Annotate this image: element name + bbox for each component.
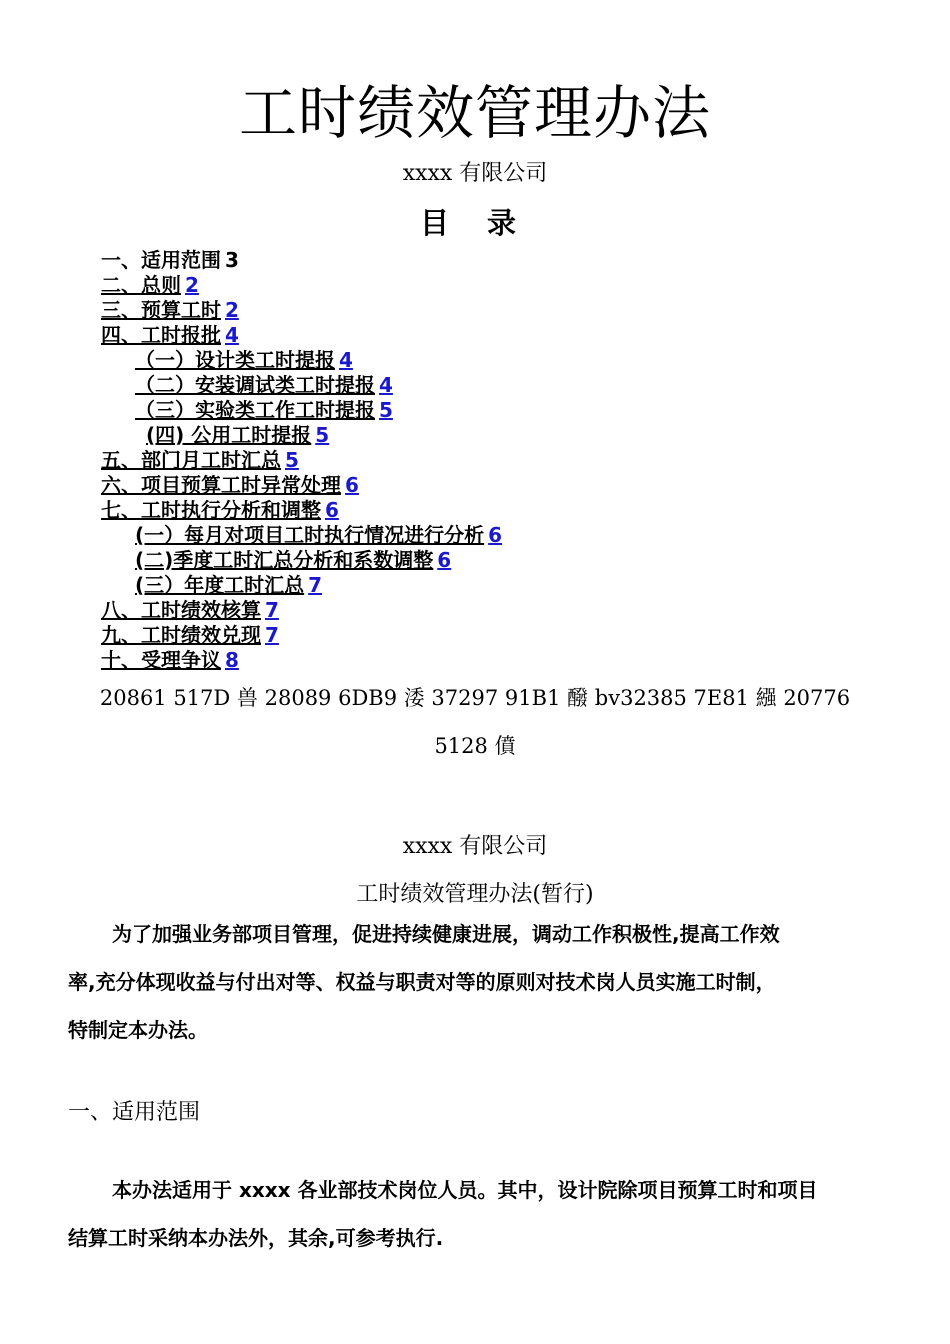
toc-heading: 目 录 (419, 206, 531, 240)
toc-item-page-link[interactable]: 5 (285, 448, 299, 472)
toc-item-label: （三）实验类工作工时提报 (135, 398, 375, 422)
toc-item[interactable] (135, 348, 353, 372)
toc-item-page-link[interactable]: 6 (345, 473, 359, 497)
toc-item-label: (二)季度工时汇总分析和系数调整 (135, 548, 434, 572)
toc-item[interactable] (101, 623, 279, 647)
toc-item-label: 五、部门月工时汇总 (101, 448, 281, 472)
toc-item[interactable] (135, 523, 502, 547)
toc-item-label: 七、工时执行分析和调整 (101, 498, 321, 522)
paragraph-line: 结算工时采纳本办法外，其余,可参考执行. (68, 1226, 444, 1250)
toc-item[interactable] (101, 498, 339, 522)
toc-item[interactable] (135, 548, 451, 572)
toc-item-label: （一）设计类工时提报 (135, 348, 335, 372)
toc-item-label: (一）每月对项目工时执行情况进行分析 (135, 523, 485, 547)
toc-item-label: 二、总则 (101, 273, 181, 297)
toc-item-page-link[interactable]: 8 (225, 648, 239, 672)
toc-item-page-link[interactable]: 4 (379, 373, 393, 397)
intro-paragraph (68, 910, 878, 1054)
toc-item-page-link[interactable]: 7 (265, 623, 279, 647)
toc-item-page-link[interactable]: 4 (339, 348, 353, 372)
toc-item-page-link[interactable]: 5 (315, 423, 330, 447)
toc-item-page-link[interactable]: 4 (225, 323, 239, 347)
paragraph-line: 特制定本办法。 (68, 1018, 208, 1042)
toc-item[interactable] (101, 323, 239, 347)
toc-item-page-link[interactable]: 2 (225, 298, 239, 322)
toc-item-label: 八、工时绩效核算 (101, 598, 261, 622)
toc-item-label: (三）年度工时汇总 (135, 573, 305, 597)
toc-item[interactable] (101, 598, 279, 622)
toc-item-label: 九、工时绩效兑现 (101, 623, 261, 647)
toc-item-label: 三、预算工时 (101, 298, 221, 322)
toc-item-page-link[interactable]: 2 (185, 273, 199, 297)
toc-item[interactable] (101, 473, 359, 497)
toc-item-label: 六、项目预算工时异常处理 (101, 473, 341, 497)
toc-item-page-link[interactable]: 5 (379, 398, 393, 422)
toc-item-page-link[interactable]: 6 (488, 523, 503, 547)
document-title: 工时绩效管理办法 (238, 79, 711, 147)
paragraph-line: 本办法适用于 xxxx 各业部技术岗位人员。其中，设计院除项目预算工时和项目 (112, 1178, 818, 1202)
toc-item[interactable] (146, 423, 329, 447)
paragraph-line: 率,充分体现收益与付出对等、权益与职责对等的原则对技术岗人员实施工时制， (68, 970, 776, 994)
toc-item-label: 四、工时报批 (101, 323, 221, 347)
toc-item-page-link[interactable]: 7 (265, 598, 279, 622)
toc-item[interactable] (135, 398, 393, 422)
toc-item-page: 3 (225, 248, 239, 272)
toc-item-page-link[interactable]: 6 (325, 498, 339, 522)
toc-item[interactable] (101, 648, 239, 672)
toc-item-page-link[interactable]: 7 (308, 573, 323, 597)
company-name: xxxx 有限公司 (402, 161, 548, 186)
toc-item-page-link[interactable]: 6 (437, 548, 452, 572)
toc-item-label: (四) 公用工时提报 (146, 423, 312, 447)
garbled-text-line: 20861 517D 兽 28089 6DB9 涹 37297 91B1 醱 bv32385 7E81 繦 20776 (99, 686, 851, 710)
toc-item-label: （二）安装调试类工时提报 (135, 373, 375, 397)
toc-item[interactable] (101, 248, 239, 272)
toc-item[interactable] (101, 448, 299, 472)
garbled-text-line: 5128 僨 (434, 734, 516, 758)
body-company-name: xxxx 有限公司 (402, 834, 548, 859)
toc-item-label: 一、适用范围 (101, 248, 221, 272)
scope-paragraph (68, 1166, 878, 1262)
toc-item[interactable] (101, 273, 199, 297)
toc-item[interactable] (135, 373, 393, 397)
toc-item[interactable] (135, 573, 322, 597)
toc-item[interactable] (101, 298, 239, 322)
section-heading: 一、适用范围 (68, 1100, 201, 1125)
paragraph-line: 为了加强业务部项目管理，促进持续健康进展，调动工作积极性,提高工作效 (112, 922, 780, 946)
toc-item-label: 十、受理争议 (101, 648, 221, 672)
body-subtitle: 工时绩效管理办法(暂行) (356, 882, 594, 907)
